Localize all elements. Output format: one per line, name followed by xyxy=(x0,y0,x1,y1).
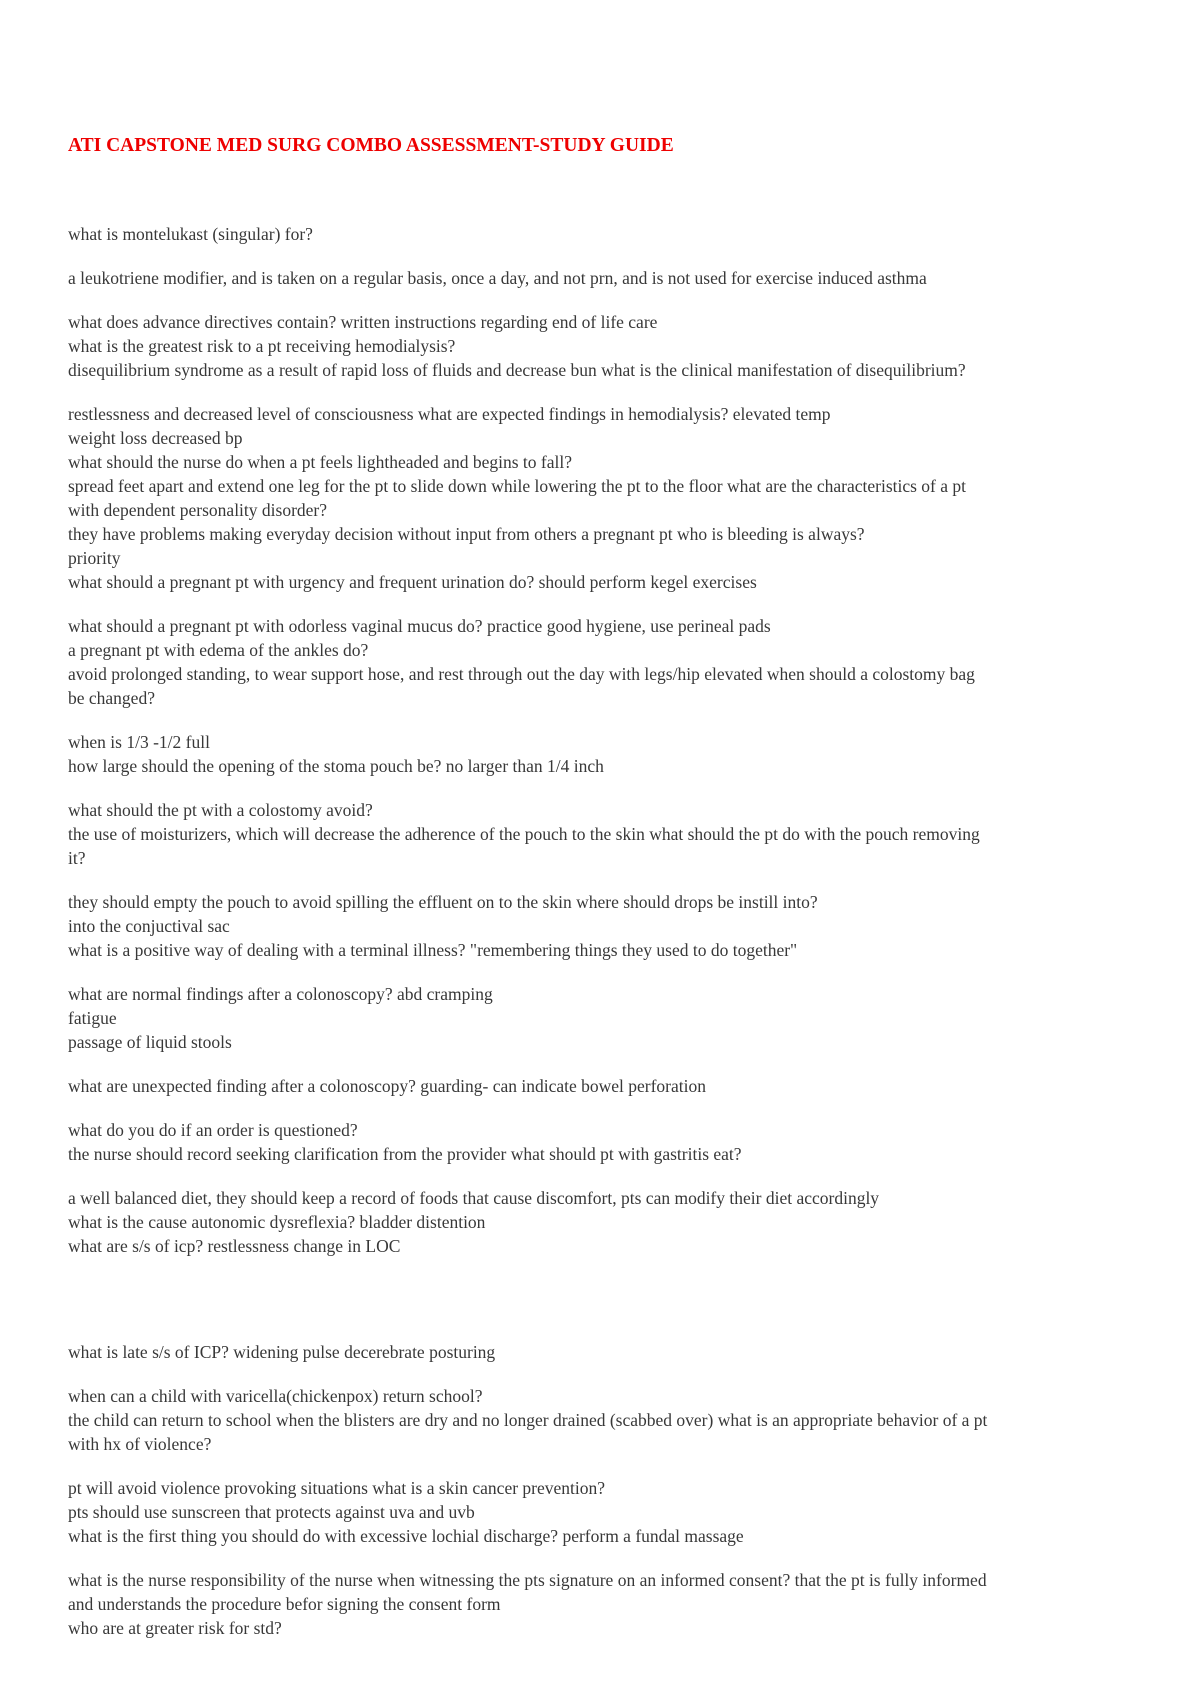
text-line: what should the pt with a colostomy avoid? xyxy=(68,800,373,820)
text-line: spread feet apart and extend one leg for the pt to slide down while lowering the pt to the floor what are the characteristics of a pt xyxy=(68,476,967,496)
qa-paragraph xyxy=(68,1186,1128,1258)
qa-paragraph xyxy=(68,1568,1128,1640)
text-line: what is the cause autonomic dysreflexia? bladder distention xyxy=(68,1212,486,1232)
qa-paragraph xyxy=(68,1340,1128,1364)
qa-paragraph xyxy=(68,1118,1128,1166)
qa-paragraph xyxy=(68,798,1128,870)
text-line: what are s/s of icp? restlessness change in LOC xyxy=(68,1236,401,1256)
text-line: what should a pregnant pt with urgency and frequent urination do? should perform kegel exercises xyxy=(68,572,757,592)
qa-paragraph xyxy=(68,614,1128,710)
text-line: it? xyxy=(68,848,86,868)
text-line: what is a positive way of dealing with a terminal illness? "remembering things they used to do together" xyxy=(68,940,798,960)
text-line: what are unexpected finding after a colonoscopy? guarding- can indicate bowel perforation xyxy=(68,1076,706,1096)
text-line: priority xyxy=(68,548,121,568)
text-line: when can a child with varicella(chickenpox) return school? xyxy=(68,1386,483,1406)
qa-paragraph xyxy=(68,266,1128,290)
qa-paragraph xyxy=(68,402,1128,594)
text-line: what does advance directives contain? written instructions regarding end of life care xyxy=(68,312,658,332)
text-line: with hx of violence? xyxy=(68,1434,212,1454)
qa-paragraph xyxy=(68,1476,1128,1548)
text-line: what is the first thing you should do with excessive lochial discharge? perform a fundal massage xyxy=(68,1526,744,1546)
text-line: weight loss decreased bp xyxy=(68,428,243,448)
text-line: a pregnant pt with edema of the ankles do? xyxy=(68,640,369,660)
text-line: restlessness and decreased level of consciousness what are expected findings in hemodialysis? elevated temp xyxy=(68,404,831,424)
text-line: they have problems making everyday decision without input from others a pregnant pt who is bleeding is always? xyxy=(68,524,865,544)
qa-paragraph xyxy=(68,310,1128,382)
study-guide-content xyxy=(68,222,1128,1660)
text-line: be changed? xyxy=(68,688,155,708)
qa-paragraph xyxy=(68,890,1128,962)
qa-paragraph xyxy=(68,730,1128,778)
qa-paragraph xyxy=(68,1384,1128,1456)
qa-section-after-gap xyxy=(68,1340,1128,1640)
text-line: what are normal findings after a colonoscopy? abd cramping xyxy=(68,984,493,1004)
text-line: and understands the procedure befor signing the consent form xyxy=(68,1594,501,1614)
blank-gap xyxy=(68,1278,1128,1340)
text-line: how large should the opening of the stoma pouch be? no larger than 1/4 inch xyxy=(68,756,604,776)
text-line: what do you do if an order is questioned? xyxy=(68,1120,358,1140)
text-line: disequilibrium syndrome as a result of rapid loss of fluids and decrease bun what is the clinical manifestation of disequilibrium? xyxy=(68,360,966,380)
qa-paragraph xyxy=(68,982,1128,1054)
text-line: the use of moisturizers, which will decrease the adherence of the pouch to the skin what should the pt do with the pouch removing xyxy=(68,824,980,844)
text-line: they should empty the pouch to avoid spilling the effluent on to the skin where should drops be instill into? xyxy=(68,892,818,912)
text-line: a leukotriene modifier, and is taken on a regular basis, once a day, and not prn, and is not used for exercise induced asthma xyxy=(68,268,927,288)
qa-paragraph xyxy=(68,1074,1128,1098)
text-line: who are at greater risk for std? xyxy=(68,1618,282,1638)
text-line: avoid prolonged standing, to wear support hose, and rest through out the day with legs/hip elevated when should a colostomy bag xyxy=(68,664,975,684)
text-line: what is late s/s of ICP? widening pulse decerebrate posturing xyxy=(68,1342,496,1362)
text-line: what is the nurse responsibility of the nurse when witnessing the pts signature on an informed consent? that the pt is fully informed xyxy=(68,1570,987,1590)
text-line: the nurse should record seeking clarification from the provider what should pt with gastritis eat? xyxy=(68,1144,742,1164)
text-line: what should a pregnant pt with odorless vaginal mucus do? practice good hygiene, use perineal pads xyxy=(68,616,771,636)
text-line: with dependent personality disorder? xyxy=(68,500,328,520)
qa-paragraph xyxy=(68,222,1128,246)
text-line: pts should use sunscreen that protects against uva and uvb xyxy=(68,1502,475,1522)
text-line: fatigue xyxy=(68,1008,117,1028)
qa-section-before-gap xyxy=(68,222,1128,1258)
text-line: what should the nurse do when a pt feels lightheaded and begins to fall? xyxy=(68,452,572,472)
text-line: when is 1/3 -1/2 full xyxy=(68,732,210,752)
text-line: a well balanced diet, they should keep a record of foods that cause discomfort, pts can modify their diet accordingly xyxy=(68,1188,880,1208)
text-line: what is the greatest risk to a pt receiving hemodialysis? xyxy=(68,336,456,356)
text-line: the child can return to school when the blisters are dry and no longer drained (scabbed over) what is an appropriate behavior of a pt xyxy=(68,1410,988,1430)
document-title: ATI CAPSTONE MED SURG COMBO ASSESSMENT-STUDY GUIDE xyxy=(68,135,674,156)
text-line: what is montelukast (singular) for? xyxy=(68,224,313,244)
text-line: passage of liquid stools xyxy=(68,1032,232,1052)
text-line: into the conjuctival sac xyxy=(68,916,230,936)
text-line: pt will avoid violence provoking situations what is a skin cancer prevention? xyxy=(68,1478,606,1498)
